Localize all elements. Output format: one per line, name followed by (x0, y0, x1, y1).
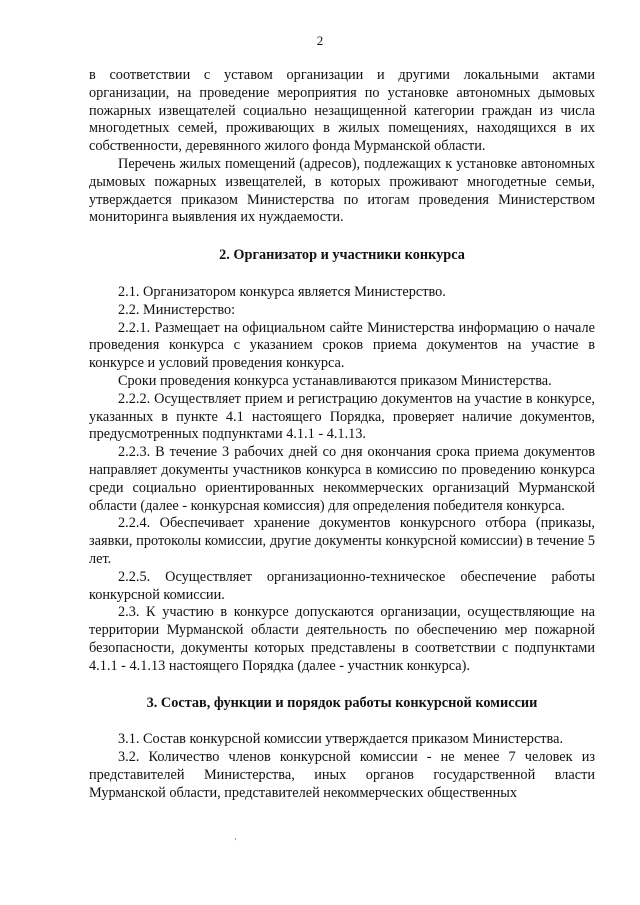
section-2-heading: 2. Организатор и участники конкурса (219, 247, 465, 264)
paragraph-address-list: Перечень жилых помещений (адресов), подлежащих к установке автономных дымовых пожарных извещателей, в которых проживают многодетные семьи, утверждается приказом Министерства по итогам проведения Министерством мониторинга выявления их нуждаемости. (89, 155, 595, 226)
clause-2-2-3: 2.2.3. В течение 3 рабочих дней со дня окончания срока приема документов направляет документы участников конкурса в комиссию по проведению конкурса среди социально ориентированных некоммерческих организаций Мурманской области (далее - конкурсная комиссия) для определения победителя конкурса. (89, 444, 595, 514)
clause-2-2-5: 2.2.5. Осуществляет организационно-техническое обеспечение работы конкурсной комиссии. (89, 568, 595, 603)
clause-2-2-2: 2.2.2. Осуществляет прием и регистрацию документов на участие в конкурсе, указанных в пункте 4.1 настоящего Порядка, проверяет наличие документов, предусмотренных подпунктами 4.1.1 - 4.1.13. (89, 390, 595, 443)
clause-2-2-1-terms: Сроки проведения конкурса устанавливаются приказом Министерства. (118, 372, 552, 389)
document-body (89, 67, 595, 802)
scan-speck: ˴ (231, 832, 240, 845)
clause-3-1: 3.1. Состав конкурсной комиссии утверждается приказом Министерства. (118, 731, 564, 748)
clause-3-2: 3.2. Количество членов конкурсной комиссии - не менее 7 человек из представителей Министерства, иных органов государственной власти Мурманской области, представителей некоммерческих общественных (89, 749, 595, 801)
clause-2-2-4: 2.2.4. Обеспечивает хранение документов конкурсного отбора (приказы, заявки, протоколы комиссии, другие документы конкурсной комиссии) в течение 5 лет. (89, 515, 595, 567)
clause-2-2-1: 2.2.1. Размещает на официальном сайте Министерства информацию о начале проведения конкурса с указанием сроков приема документов на участие в конкурсе и условий проведения конкурса. (89, 319, 595, 372)
clause-2-3: 2.3. К участию в конкурсе допускаются организации, осуществляющие на территории Мурманской области деятельность по обеспечению мер пожарной безопасности, документы которых представлены в соответствии с подпунктами 4.1.1 - 4.1.13 настоящего Порядка (далее - участник конкурса). (89, 604, 595, 674)
section-3-heading: 3. Состав, функции и порядок работы конкурсной комиссии (146, 694, 538, 711)
clause-2-2: 2.2. Министерство: (118, 301, 236, 318)
page-number: 2 (316, 33, 324, 48)
paragraph-continuation: в соответствии с уставом организации и другими локальными актами организации, на проведение мероприятия по установке автономных дымовых пожарных извещателей социально незащищенной категории граждан из числа многодетных семей, проживающих в жилых помещениях, находящихся в их собственности, деревянного жилого фонда Мурманской области. (89, 67, 595, 155)
clause-2-1: 2.1. Организатором конкурса является Министерство. (118, 283, 446, 300)
